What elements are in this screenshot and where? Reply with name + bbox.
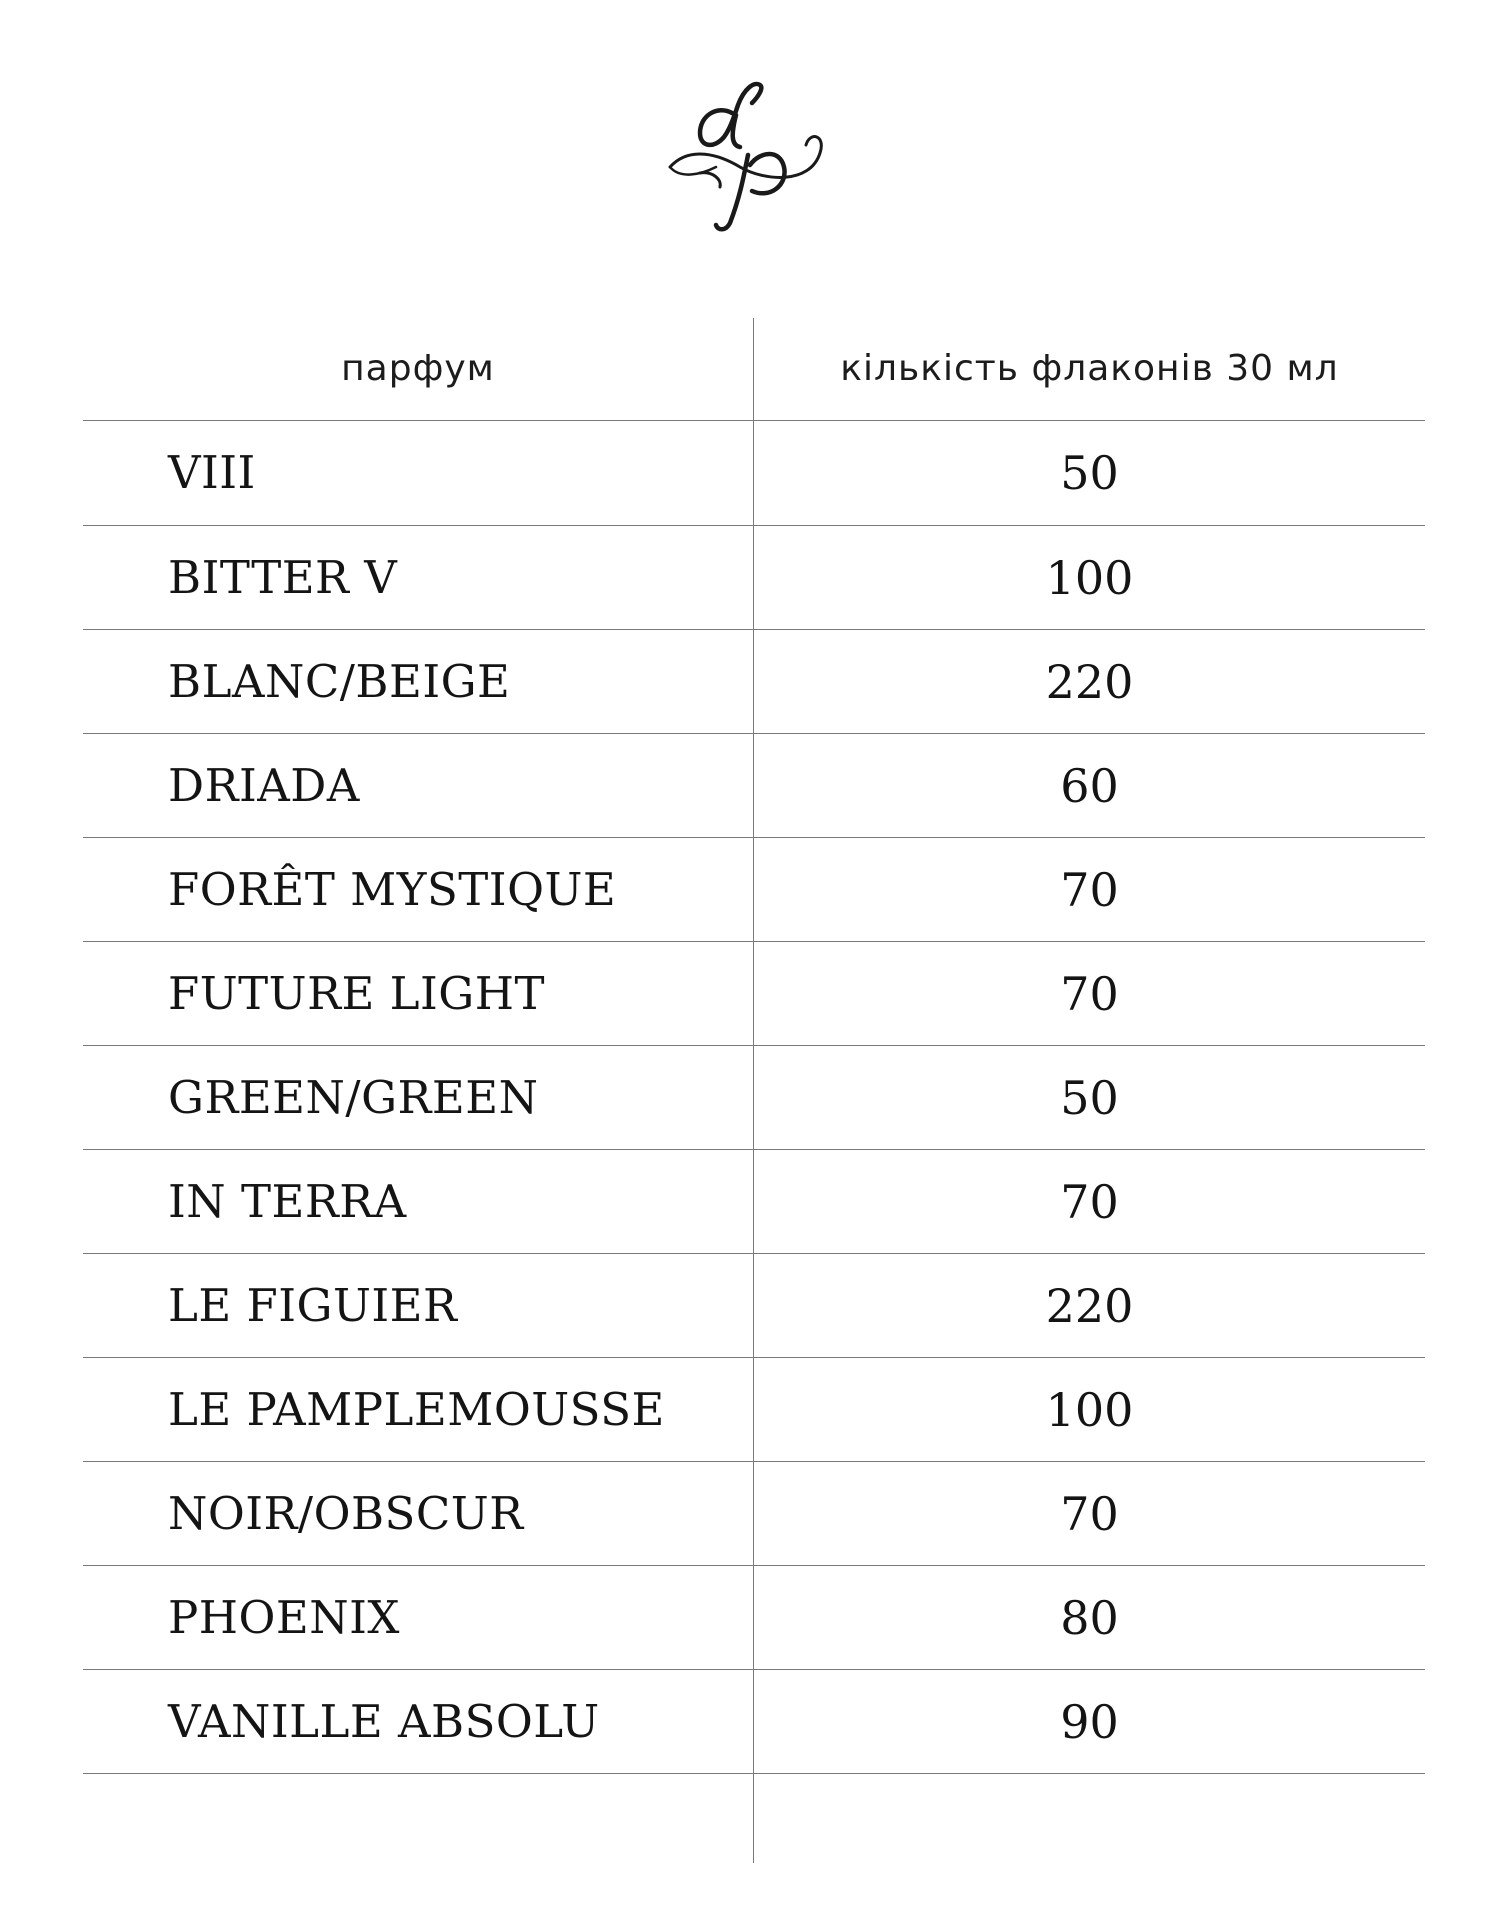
bottle-count: 70 <box>1060 1175 1119 1229</box>
perfume-name: IN TERRA <box>168 1175 407 1228</box>
table-row <box>83 838 1425 942</box>
perfume-name: FORÊT MYSTIQUE <box>168 863 617 916</box>
bottle-count: 60 <box>1060 759 1119 813</box>
perfume-name: LE FIGUIER <box>168 1279 458 1332</box>
row-divider <box>83 1773 1425 1774</box>
dp-monogram-icon <box>660 75 850 235</box>
bottle-count: 100 <box>1045 551 1134 605</box>
header-quantity: кількість флаконів 30 мл <box>840 348 1339 389</box>
table-row <box>83 1670 1425 1774</box>
perfume-name: LE PAMPLEMOUSSE <box>168 1383 665 1436</box>
table-row <box>83 1150 1425 1254</box>
bottle-count: 50 <box>1060 1071 1119 1125</box>
bottle-count: 220 <box>1045 1279 1134 1333</box>
table-row <box>83 1046 1425 1150</box>
perfume-name: VIII <box>168 446 256 499</box>
perfume-name: BLANC/BEIGE <box>168 655 511 708</box>
bottle-count: 70 <box>1060 1487 1119 1541</box>
table-row <box>83 526 1425 630</box>
perfume-name: VANILLE ABSOLU <box>168 1695 600 1748</box>
perfume-name: NOIR/OBSCUR <box>168 1487 524 1540</box>
table-row <box>83 734 1425 838</box>
bottle-count: 90 <box>1060 1695 1119 1749</box>
perfume-name: DRIADA <box>168 759 360 812</box>
table-row <box>83 1358 1425 1462</box>
perfume-table <box>83 318 1425 1863</box>
table-row <box>83 1462 1425 1566</box>
table-row <box>83 1254 1425 1358</box>
table-row <box>83 1566 1425 1670</box>
table-row <box>83 421 1425 525</box>
bottle-count: 80 <box>1060 1591 1119 1645</box>
perfume-name: FUTURE LIGHT <box>168 967 545 1020</box>
perfume-name: PHOENIX <box>168 1591 400 1644</box>
perfume-name: BITTER V <box>168 551 398 604</box>
header-perfume: парфум <box>341 348 495 389</box>
table-row <box>83 942 1425 1046</box>
bottle-count: 220 <box>1045 655 1134 709</box>
brand-logo <box>660 75 850 235</box>
bottle-count: 50 <box>1060 446 1119 500</box>
perfume-name: GREEN/GREEN <box>168 1071 539 1124</box>
table-row <box>83 630 1425 734</box>
bottle-count: 100 <box>1045 1383 1134 1437</box>
bottle-count: 70 <box>1060 863 1119 917</box>
bottle-count: 70 <box>1060 967 1119 1021</box>
